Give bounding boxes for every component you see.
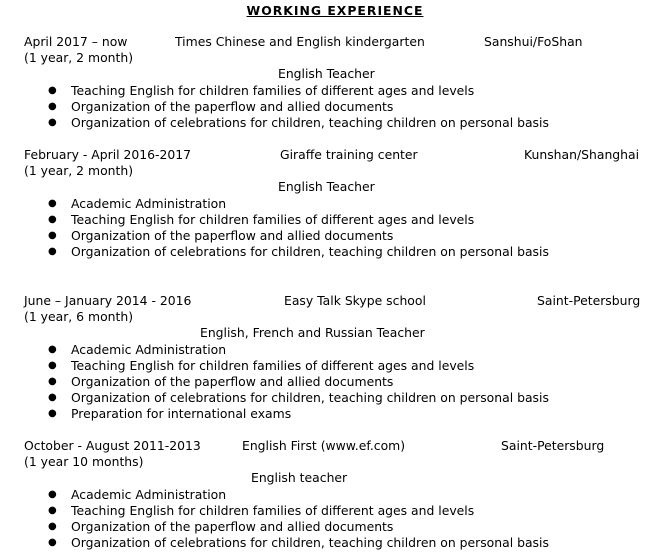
job-entry bbox=[0, 293, 658, 423]
list-item bbox=[0, 519, 658, 535]
list-item bbox=[0, 115, 658, 131]
job-duration-row bbox=[0, 163, 658, 179]
list-item bbox=[0, 99, 658, 115]
job-company: Easy Talk Skype school bbox=[284, 293, 426, 308]
job-title: English Teacher bbox=[278, 66, 375, 82]
job-location: Saint-Petersburg bbox=[537, 293, 641, 308]
job-header-row bbox=[0, 34, 658, 50]
job-duration: (1 year, 2 month) bbox=[24, 163, 134, 179]
duty-text: Teaching English for children families of different ages and levels bbox=[71, 357, 475, 373]
job-dates: June – January 2014 - 2016 bbox=[24, 293, 192, 308]
list-item bbox=[0, 212, 658, 228]
job-company: Times Chinese and English kindergarten bbox=[175, 34, 425, 49]
job-title: English teacher bbox=[251, 470, 348, 486]
job-duration-row bbox=[0, 309, 658, 325]
bullet-icon: ● bbox=[48, 213, 57, 225]
bullet-icon: ● bbox=[48, 100, 57, 112]
bullet-icon: ● bbox=[48, 343, 57, 355]
duty-text: Teaching English for children families of different ages and levels bbox=[71, 502, 475, 518]
job-entry bbox=[0, 147, 658, 260]
job-header-row bbox=[0, 293, 658, 309]
job-location: Kunshan/Shanghai bbox=[524, 147, 640, 162]
duty-text: Teaching English for children families of different ages and levels bbox=[71, 211, 475, 227]
job-title-row bbox=[0, 179, 658, 195]
job-dates: October - August 2011-2013 bbox=[24, 438, 201, 453]
job-duration: (1 year 10 months) bbox=[24, 454, 144, 470]
job-duration-row bbox=[0, 454, 658, 470]
bullet-icon: ● bbox=[48, 246, 57, 258]
bullet-icon: ● bbox=[48, 520, 57, 532]
bullet-icon: ● bbox=[48, 504, 57, 516]
list-item bbox=[0, 535, 658, 551]
list-item bbox=[0, 358, 658, 374]
bullet-icon: ● bbox=[48, 408, 57, 420]
list-item bbox=[0, 503, 658, 519]
duty-text: Academic Administration bbox=[71, 341, 227, 357]
job-location: Sanshui/FoShan bbox=[484, 34, 583, 49]
list-item bbox=[0, 374, 658, 390]
job-title: English, French and Russian Teacher bbox=[200, 325, 425, 341]
list-item bbox=[0, 228, 658, 244]
section-heading: WORKING EXPERIENCE bbox=[246, 3, 424, 18]
duty-text: Organization of celebrations for children, teaching children on personal basis bbox=[71, 114, 549, 130]
job-company: English First (www.ef.com) bbox=[242, 438, 406, 453]
list-item bbox=[0, 390, 658, 406]
bullet-icon: ● bbox=[48, 537, 57, 549]
job-entry bbox=[0, 438, 658, 551]
job-title-row bbox=[0, 66, 658, 82]
duty-text: Organization of the paperflow and allied documents bbox=[71, 518, 394, 534]
duty-text: Preparation for international exams bbox=[71, 406, 292, 422]
duty-text: Organization of the paperflow and allied documents bbox=[71, 373, 394, 389]
duty-text: Organization of the paperflow and allied documents bbox=[71, 227, 394, 243]
duty-text: Organization of the paperflow and allied documents bbox=[71, 98, 394, 114]
bullet-icon: ● bbox=[48, 229, 57, 241]
list-item bbox=[0, 196, 658, 212]
bullet-icon: ● bbox=[48, 116, 57, 128]
job-header-row bbox=[0, 147, 658, 163]
job-entry bbox=[0, 34, 658, 131]
duty-list bbox=[0, 196, 658, 261]
list-item bbox=[0, 83, 658, 99]
list-item bbox=[0, 487, 658, 503]
duty-list bbox=[0, 83, 658, 132]
bullet-icon: ● bbox=[48, 197, 57, 209]
duty-text: Teaching English for children families of different ages and levels bbox=[71, 82, 475, 98]
bullet-icon: ● bbox=[48, 488, 57, 500]
list-item bbox=[0, 342, 658, 358]
job-location: Saint-Petersburg bbox=[501, 438, 605, 453]
job-duration-row bbox=[0, 50, 658, 66]
bullet-icon: ● bbox=[48, 359, 57, 371]
duty-list bbox=[0, 342, 658, 423]
list-item bbox=[0, 244, 658, 260]
bullet-icon: ● bbox=[48, 84, 57, 96]
job-title: English Teacher bbox=[278, 179, 375, 195]
job-dates: February - April 2016-2017 bbox=[24, 147, 192, 162]
duty-list bbox=[0, 487, 658, 552]
job-company: Giraffe training center bbox=[280, 147, 418, 162]
job-duration: (1 year, 6 month) bbox=[24, 309, 134, 325]
list-item bbox=[0, 406, 658, 422]
job-header-row bbox=[0, 438, 658, 454]
duty-text: Organization of celebrations for children, teaching children on personal basis bbox=[71, 535, 549, 551]
job-title-row bbox=[0, 325, 658, 341]
job-dates: April 2017 – now bbox=[24, 34, 128, 49]
bullet-icon: ● bbox=[48, 375, 57, 387]
bullet-icon: ● bbox=[48, 392, 57, 404]
duty-text: Organization of celebrations for children, teaching children on personal basis bbox=[71, 390, 549, 406]
job-duration: (1 year, 2 month) bbox=[24, 50, 134, 66]
duty-text: Organization of celebrations for children, teaching children on personal basis bbox=[71, 244, 549, 260]
duty-text: Academic Administration bbox=[71, 486, 227, 502]
job-title-row bbox=[0, 470, 658, 486]
duty-text: Academic Administration bbox=[71, 195, 227, 211]
